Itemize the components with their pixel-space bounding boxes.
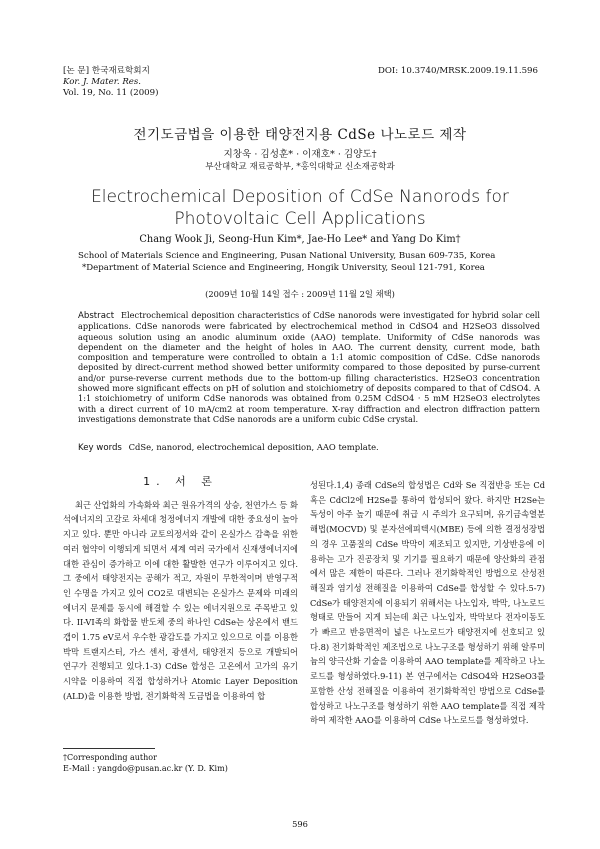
english-title	[0, 186, 600, 230]
abstract-text: Electrochemical deposition characteristics of CdSe nanorods were investigated for hybrid solar cell applications. CdSe nanorods were fabricated by electrochemical method in CdSO4 and H2SeO3 dissolved aqueous solution using an anodic aluminum oxide (AAO) template. Uniformity of CdSe nanorods was dependent on the diameter and the height of holes in AAO. The current density, current mode, bath composition and temperature were controlled to obtain a 1:1 atomic composition of CdSe. CdSe nanorods deposited by direct-current method showed better uniformity compared to those deposited by purse-current and/or purse-reverse current methods due to the bottom-up filling characteristics. H2SeO3 concentration showed more significant effects on pH of solution and stoichiometry of deposits compared to that of CdSO4. A 1:1 stoichiometry of uniform CdSe nanorods was obtained from 0.25M CdSO4 · 5 mM H2SeO3 electrolytes with a direct current of 10 mA/cm2 at room temperature. X-ray diffraction and electron diffraction pattern investigations demonstrate that CdSe nanorods are a uniform cubic CdSe crystal.	[78, 310, 540, 424]
corresponding-author-note: †Corresponding author	[63, 753, 157, 762]
affiliation-2: *Department of Material Science and Engineering, Hongik University, Seoul 121-791, Korea	[82, 263, 485, 273]
journal-category: [논 문] 한국재료학회지	[63, 66, 150, 76]
footnote	[63, 752, 228, 774]
korean-authors: 지창욱 · 김성훈* · 이재호* · 김양도†	[223, 149, 377, 160]
korean-affiliations: 부산대학교 재료공학부, *홍익대학교 신소재공학과	[205, 162, 395, 172]
abstract	[78, 310, 540, 424]
korean-title: 전기도금법을 이용한 태양전지용 CdSe 나노로드 제작	[133, 127, 467, 143]
abstract-label: Abstract	[78, 311, 115, 321]
english-affiliations	[78, 250, 540, 274]
journal-header	[63, 66, 158, 98]
page-number: 596	[292, 819, 308, 829]
doi: DOI: 10.3740/MRSK.2009.19.11.596	[377, 66, 538, 76]
keywords	[78, 442, 379, 453]
intro-paragraph-left: 최근 산업화의 가속화와 최근 원유가격의 상승, 천연가스 등 화석에너지의 고갈로 차세대 청정에너지 개발에 대한 중요성이 높아지고 있다. 뿐만 아니라 교토의정서와 같이 온실가스 감축을 위한 여러 협약이 이행되게 되면서 세계 여러 국가에서 신재생에너지에 대한 관심이 증가하고 이에 대한 활발한 연구가 이루어지고 있다. 그 중에서 태양전지는 공해가 적고, 자원이 무한적이며 반영구적인 수명을 가지고 있어 CO2로 대변되는 온실가스 문제와 미래의 에너지 문제를 동시에 해결할 수 있는 에너지원으로 주목받고 있다. II-VI족의 화합물 반도체 중의 하나인 CdSe는 상온에서 밴드갭이 1.75 eV로서 우수한 광감도를 가지고 있으므로 이를 이용한 박막 트랜지스터, 가스 센서, 광센서, 태양전지 등으로 개발되어 연구가 진행되고 있다.1-3) CdSe 합성은 고온에서 고가의 유기 시약을 이용하여 직접 합성하거나 Atomic Layer Deposition (ALD)을 이용한 방법, 전기화학적 도금법을 이용하여 합	[63, 499, 298, 701]
intro-paragraph-right: 성된다.1,4) 종래 CdSe의 합성법은 Cd와 Se 직접반응 또는 Cd 혹은 CdCl2에 H2Se를 통하여 합성되어 왔다. 하지만 H2Se는 독성이 아주 높기 때문에 취급 시 주의가 요구되며, 유기금속열분해법(MOCVD) 및 분자선에피텍시(MBE) 등에 의한 결정성장법의 경우 고품질의 CdSe 박막이 제조되고 있지만, 기상반응에 이용하는 고가 진공장치 및 기기를 필요하기 때문에 양산화의 관점에서 많은 제한이 따른다. 그러나 전기화학적인 방법으로 산성전해질과 염기성 전해질을 이용하여 CdSe를 합성할 수 있다.5-7) CdSe가 태양전지에 이용되기 위해서는 나노입자, 박막, 나노로드 형태로 만들어 지게 되는데 최근 나노입자, 박막보다 전자이동도가 빠르고 반응면적이 넓은 나노로드가 태양전지에 선호되고 있다.8) 전기화학적인 제조법으로 나노구조를 형성하기 위해 알루미늄의 양극산화 기술을 이용하여 AAO template를 제작하고 나노로드를 형성하였다.9-11) 본 연구에서는 CdSO4와 H2SeO3를 포함한 산성 전해질을 이용하여 전기화학적인 방법으로 CdSe를 합성하고 나노구조를 형성하기 위한 AAO template를 직접 제작하여 제작한 AAO를 이용하여 CdSe 나노로드를 형성하였다.	[310, 480, 545, 726]
keywords-text: CdSe, nanorod, electrochemical deposition, AAO template.	[128, 442, 379, 452]
corresponding-email: E-Mail : yangdo@pusan.ac.kr (Y. D. Kim)	[63, 764, 228, 773]
journal-volume: Vol. 19, No. 11 (2009)	[63, 87, 159, 98]
left-column	[63, 475, 298, 704]
section-title: 1. 서 론	[143, 475, 218, 488]
right-column	[310, 478, 545, 728]
journal-name: Kor. J. Mater. Res.	[63, 76, 142, 87]
received-accepted-dates: (2009년 10월 14일 접수 : 2009년 11월 2일 채택)	[205, 289, 395, 299]
affiliation-1: School of Materials Science and Engineering, Pusan National University, Busan 609-735, Korea	[78, 251, 496, 261]
english-authors: Chang Wook Ji, Seong-Hun Kim*, Jae-Ho Lee* and Yang Do Kim†	[139, 234, 461, 245]
keywords-label: Key words	[78, 443, 122, 453]
english-title-line-2: Photovoltaic Cell Applications	[174, 209, 426, 229]
english-title-line-1: Electrochemical Deposition of CdSe Nanorods for	[91, 187, 509, 207]
footnote-divider	[63, 748, 155, 749]
